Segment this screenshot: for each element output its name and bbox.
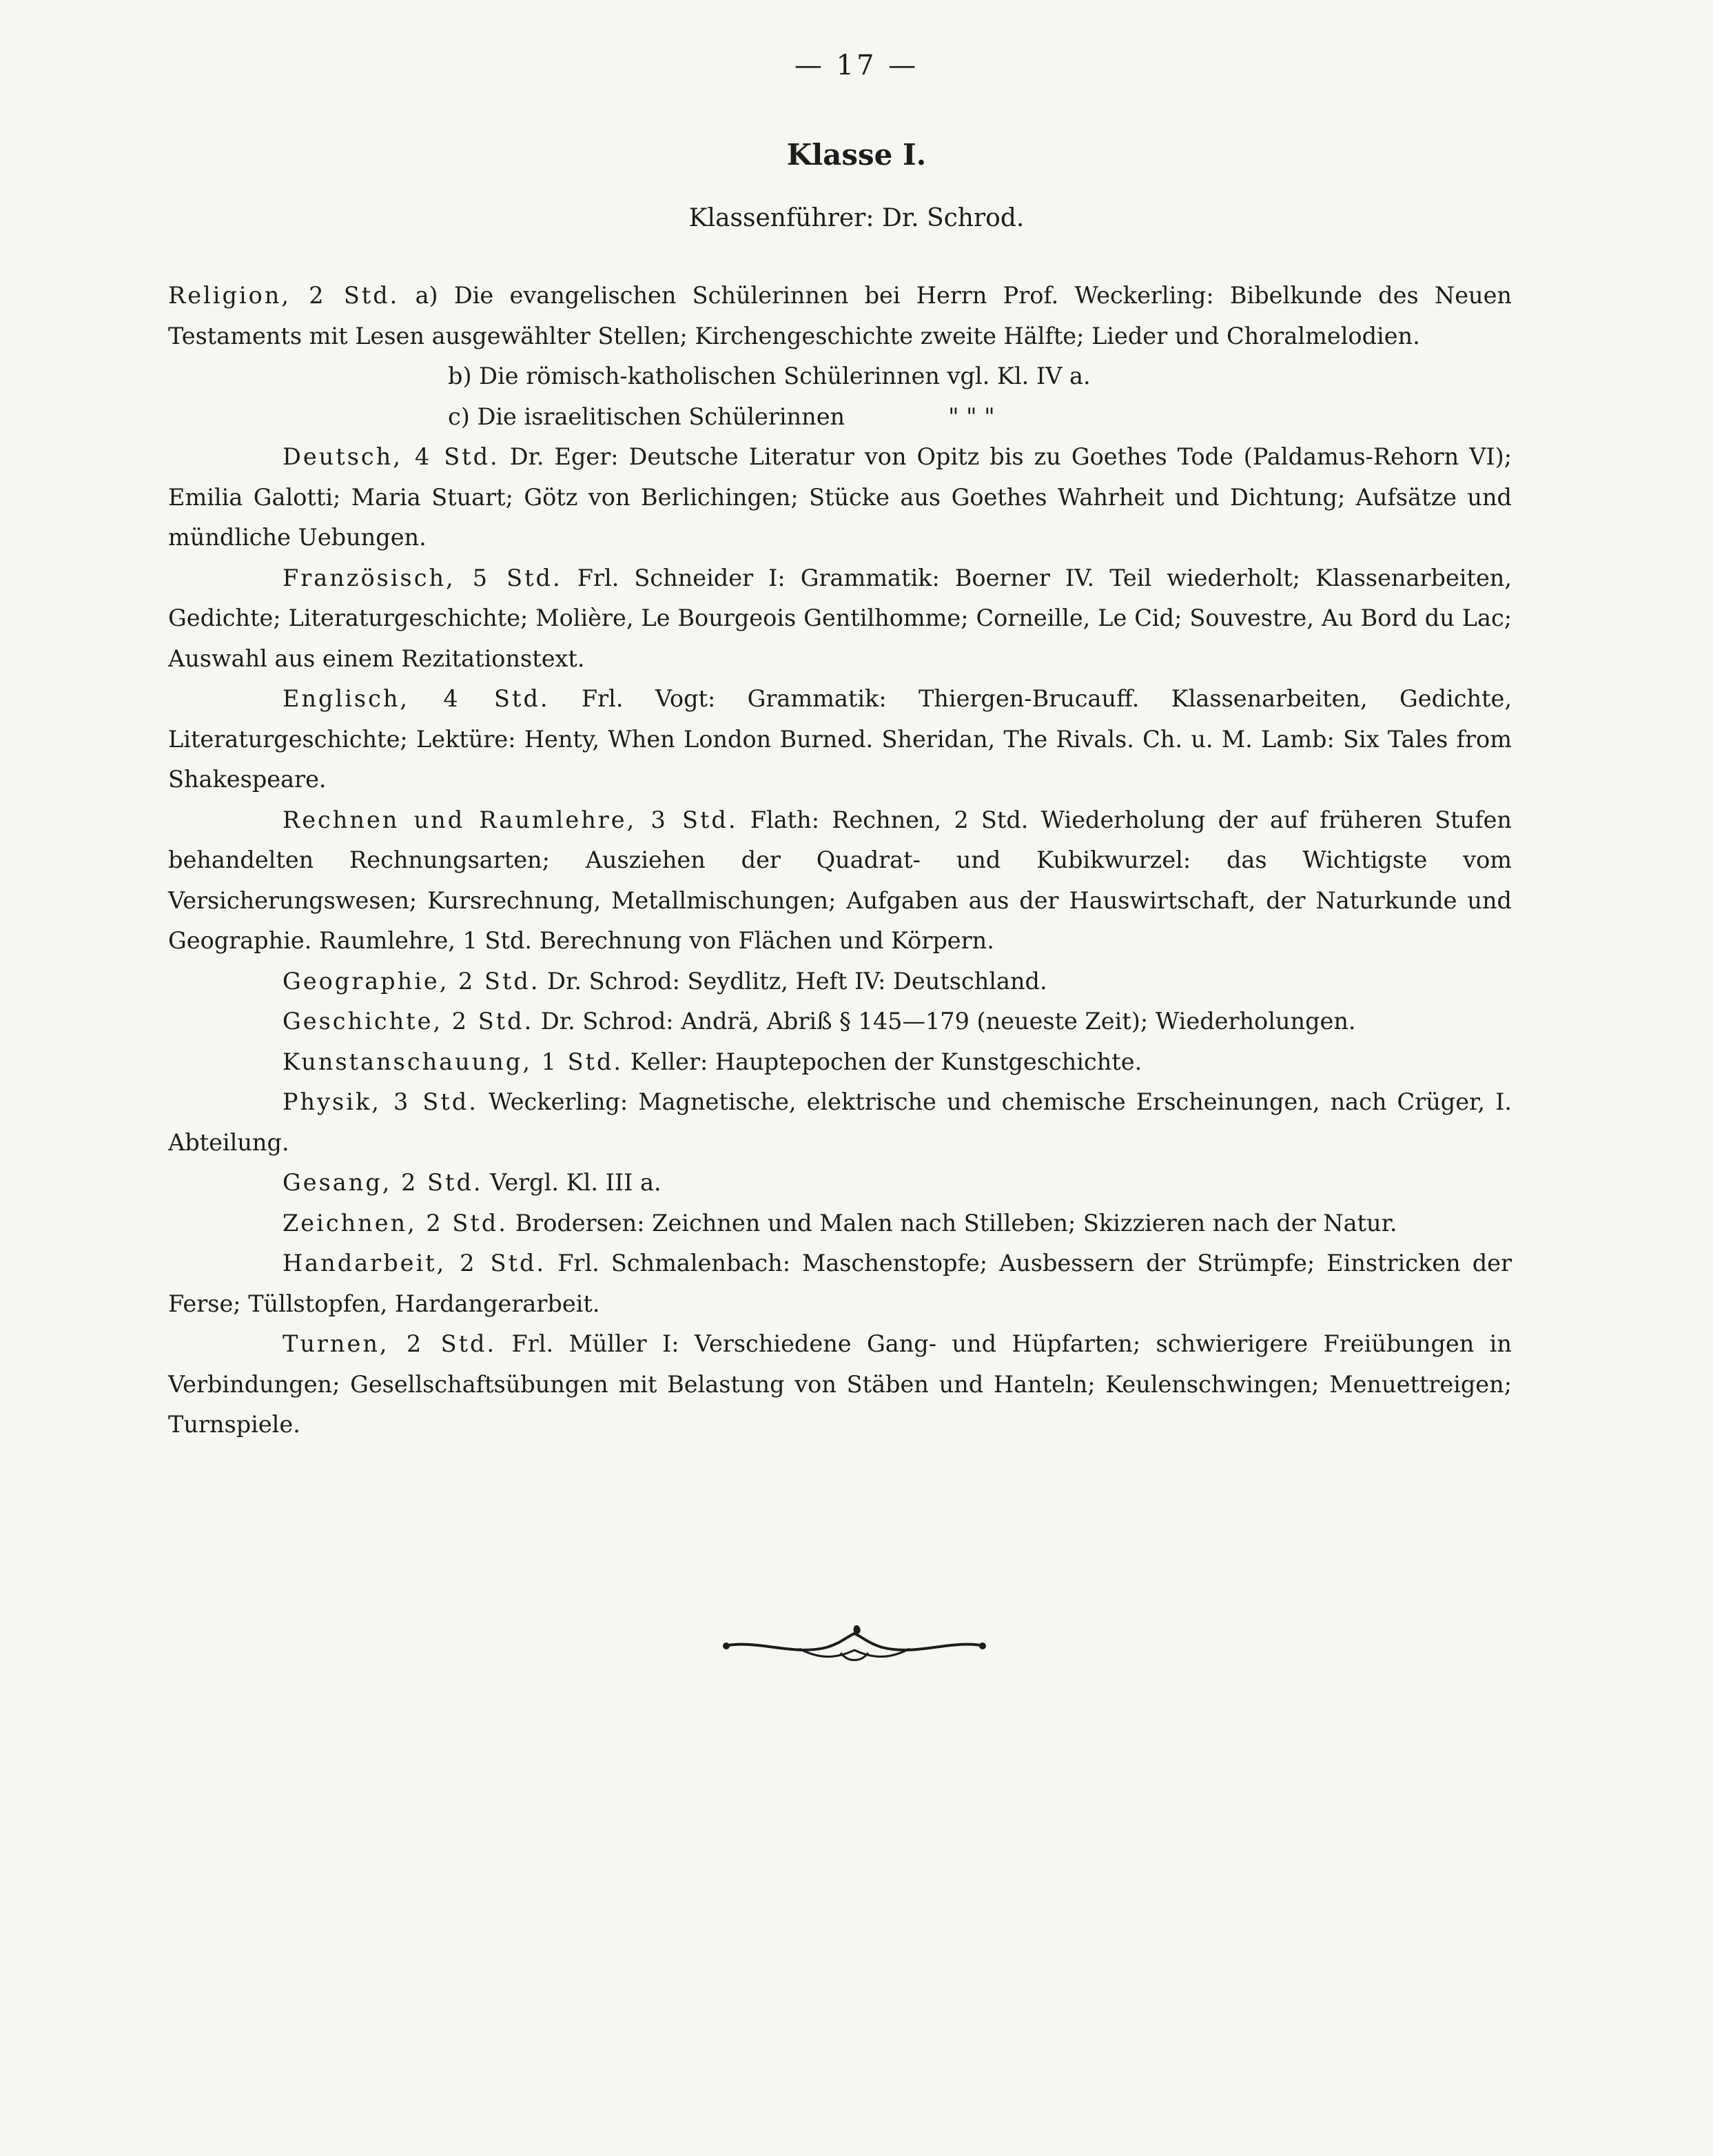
subject-rechnen: Rechnen und Raumlehre, 3 Std. — [283, 806, 738, 833]
turnen-paragraph — [168, 1324, 1512, 1445]
geographie-paragraph — [168, 962, 1512, 1002]
class-leader: Klassenführer: Dr. Schrod. — [688, 204, 1025, 232]
gesang-text: Vergl. Kl. III a. — [490, 1169, 661, 1196]
subject-geschichte: Geschichte, 2 Std. — [283, 1008, 534, 1035]
subject-geographie: Geographie, 2 Std. — [283, 967, 540, 995]
gesang-paragraph — [168, 1163, 1512, 1203]
subject-franzoesisch: Französisch, 5 Std. — [283, 564, 562, 591]
physik-paragraph — [168, 1082, 1512, 1163]
deutsch-text: Dr. Eger: Deutsche Literatur von Opitz bis zu Goethes Tode (Paldamus-Rehorn VI); Emilia Galotti; Maria Stuart; Götz von Berlichingen; Stücke aus Goethes Wahrheit und Dichtung; Aufsätze und mündliche Uebungen. — [168, 443, 1512, 551]
curriculum-body — [168, 276, 1512, 1445]
geographie-text: Dr. Schrod: Seydlitz, Heft IV: Deutschland. — [547, 967, 1047, 995]
subject-deutsch: Deutsch, 4 Std. — [283, 443, 500, 470]
englisch-text: Frl. Vogt: Grammatik: Thiergen-Brucauff. Klassenarbeiten, Gedichte, Literaturgeschichte; Lektüre: Henty, When London Burned. Sheridan, The Rivals. Ch. u. M. Lamb: Six Tales from Shakespeare. — [168, 685, 1512, 793]
religion-paragraph — [168, 276, 1512, 356]
subject-zeichnen: Zeichnen, 2 Std. — [283, 1209, 508, 1237]
subject-englisch: Englisch, 4 Std. — [283, 685, 550, 712]
rechnen-paragraph — [168, 800, 1512, 962]
religion-c: c) Die israelitischen Schülerinnen — [448, 403, 845, 430]
religion-a: a) Die evangelischen Schülerinnen bei Herrn Prof. Weckerling: Bibelkunde des Neuen Testaments mit Lesen ausgewählter Stellen; Kirchengeschichte zweite Hälfte; Lieder und Choralmelodien. — [168, 282, 1512, 349]
rechnen-text: Flath: Rechnen, 2 Std. Wiederholung der auf früheren Stufen behandelten Rechnungsarten; Ausziehen der Quadrat- und Kubikwurzel: das Wichtigste vom Versicherungswesen; Kursrechnung, Metallmischungen; Aufgaben aus der Hauswirtschaft, der Naturkunde und Geographie. Raumlehre, 1 Std. Berechnung von Flächen und Körpern. — [168, 806, 1512, 954]
decorative-ornament-icon — [717, 1618, 992, 1674]
page-title: Klasse I. — [786, 138, 927, 172]
franzoesisch-paragraph — [168, 558, 1512, 680]
turnen-text: Frl. Müller I: Verschiedene Gang- und Hüpfarten; schwierigere Freiübungen in Verbindungen; Gesellschaftsübungen mit Belastung von Stäben und Hanteln; Keulenschwingen; Menuettreigen; Turnspiele. — [168, 1330, 1512, 1438]
subject-turnen: Turnen, 2 Std. — [283, 1330, 497, 1357]
subject-gesang: Gesang, 2 Std. — [283, 1169, 483, 1196]
deutsch-paragraph — [168, 437, 1512, 558]
zeichnen-text: Brodersen: Zeichnen und Malen nach Stilleben; Skizzieren nach der Natur. — [515, 1209, 1397, 1237]
physik-text: Weckerling: Magnetische, elektrische und chemische Erscheinungen, nach Crüger, I. Abteilung. — [168, 1088, 1512, 1156]
englisch-paragraph — [168, 679, 1512, 800]
ditto-marks: " " " — [948, 403, 995, 430]
geschichte-paragraph — [168, 1001, 1512, 1042]
subject-religion: Religion, 2 Std. — [168, 282, 400, 309]
kunst-paragraph — [168, 1042, 1512, 1083]
geschichte-text: Dr. Schrod: Andrä, Abriß § 145—179 (neueste Zeit); Wiederholungen. — [540, 1008, 1356, 1035]
subject-handarbeit: Handarbeit, 2 Std. — [283, 1250, 546, 1277]
religion-c-paragraph — [168, 397, 1512, 438]
subject-kunst: Kunstanschauung, 1 Std. — [283, 1048, 624, 1075]
subject-physik: Physik, 3 Std. — [283, 1088, 478, 1115]
religion-b-paragraph — [168, 356, 1512, 397]
religion-b: b) Die römisch-katholischen Schülerinnen vgl. Kl. IV a. — [448, 363, 1091, 389]
handarbeit-paragraph — [168, 1243, 1512, 1324]
franzoesisch-text: Frl. Schneider I: Grammatik: Boerner IV. Teil wiederholt; Klassenarbeiten, Gedichte; Literaturgeschichte; Molière, Le Bourgeois Gentilhomme; Corneille, Le Cid; Souvestre, Au Bord du Lac; Auswahl aus einem Rezitationstext. — [168, 564, 1512, 672]
kunst-text: Keller: Hauptepochen der Kunstgeschichte. — [630, 1048, 1142, 1075]
page-number: — 17 — — [794, 50, 919, 81]
handarbeit-text: Frl. Schmalenbach: Maschenstopfe; Ausbessern der Strümpfe; Einstricken der Ferse; Tüllstopfen, Hardangerarbeit. — [168, 1250, 1512, 1317]
zeichnen-paragraph — [168, 1203, 1512, 1244]
